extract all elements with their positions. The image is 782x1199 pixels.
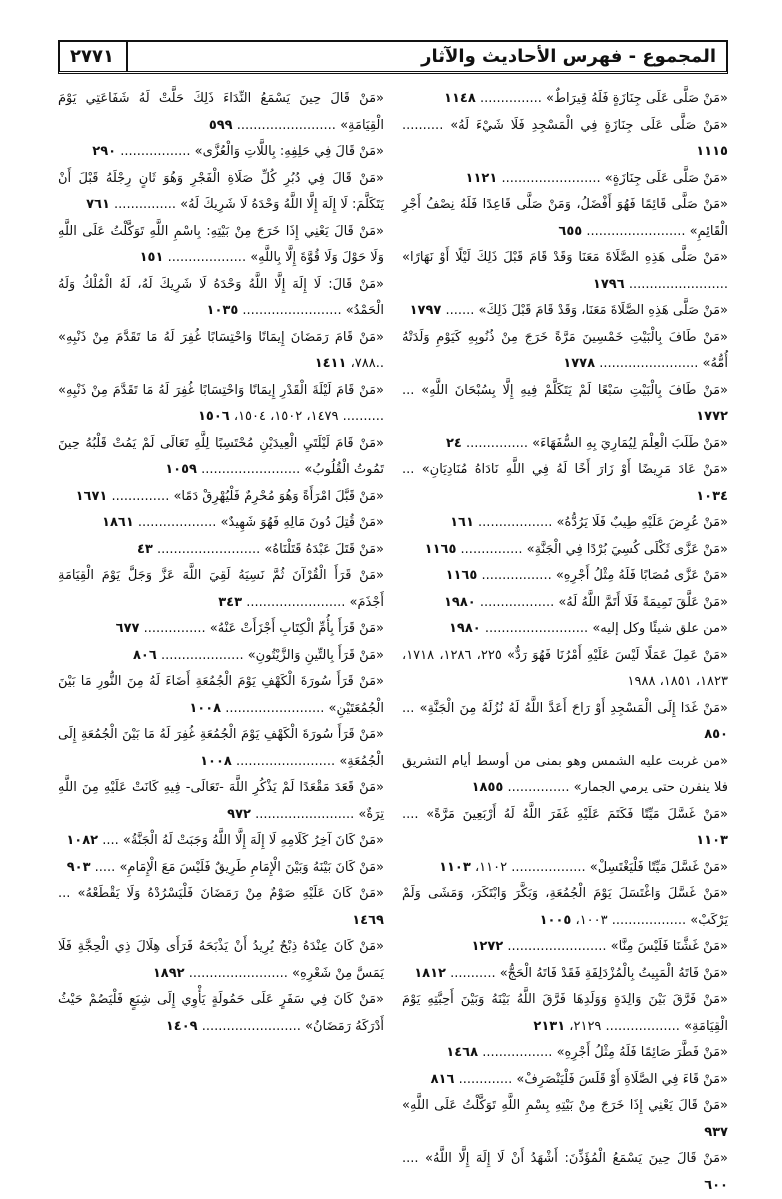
entry-text: «مَنْ عَادَ مَرِيضًا أَوْ زَارَ أَخًا لَهُ فِي اللَّهِ نَادَاهُ مُنَادِيَانِ» ... bbox=[402, 462, 728, 477]
index-entry bbox=[402, 245, 728, 298]
index-entry bbox=[402, 457, 728, 510]
index-entry bbox=[402, 431, 728, 458]
entry-page-ref: ١٧٧٨ bbox=[563, 356, 596, 371]
entry-text: «مَنْ طَلَبَ الْعِلْمَ لِيُمَارِيَ بِهِ السُّفَهَاءَ» ............... bbox=[466, 435, 728, 451]
entry-text: «مَنْ عُرِضَ عَلَيْهِ طِيبٌ فَلَا يَرُدُّهُ» .................. bbox=[478, 515, 728, 530]
entry-text: «مَنْ قَالَ يَعْنِي إِذَا خَرَجَ مِنْ بَيْتِهِ بِسْمِ اللَّهِ تَوَكَّلْتُ عَلَى اللَّهِ» bbox=[402, 1098, 728, 1113]
entry-page-ref: ١٨١٢ bbox=[414, 965, 446, 981]
entry-page-ref: ١٥٠٦ bbox=[197, 409, 230, 424]
entry-text: «مَنْ قَعَدَ مَقْعَدًا لَمْ يَذْكُرِ اللَّهَ -تَعَالَى- فِيهِ كَانَتْ عَلَيْهِ مِنَ اللَّهِ تِرَةٌ» ........................ bbox=[58, 780, 384, 822]
index-entry bbox=[58, 431, 384, 484]
index-entry bbox=[402, 934, 728, 961]
entry-page-ref: ٤٣ bbox=[136, 541, 153, 557]
entry-page-ref: ١١٢١ bbox=[465, 170, 498, 186]
index-entry bbox=[58, 934, 384, 987]
entry-page-ref: ١٢٧٢ bbox=[471, 939, 504, 954]
entry-page-ref: ١٠٠٨ bbox=[200, 753, 232, 769]
entry-text: «مَنْ طَافَ بِالْبَيْتِ سَبْعًا لَمْ يَتَكَلَّمْ فِيهِ إِلَّا بِسُبْحَانَ اللَّهِ» ... bbox=[402, 382, 728, 398]
entry-text: «مَنْ فَاتَهُ الْمَبِيتُ بِالْمُزْدَلِفَةِ فَقَدْ فَاتَهُ الْحَجُّ» ........... bbox=[450, 965, 728, 981]
entry-text: «من غربت عليه الشمس وهو بمنى من أوسط أيام التشريق فلا ينفرن حتى يرمي الجمار» ............... bbox=[402, 753, 728, 795]
index-column-right bbox=[402, 86, 728, 1193]
index-entry bbox=[402, 113, 728, 166]
entry-text: «مَنْ غَسَّلَ وَاغْتَسَلَ يَوْمَ الْجُمُعَةِ، وَبَكَّرَ وَابْتَكَرَ، وَمَشَى وَلَمْ يَرْكَبْ» .................. ١٠٠٣، bbox=[402, 886, 728, 928]
entry-page-ref: ١٧٩٦ bbox=[592, 276, 625, 292]
entry-text: «مَنْ قَبَّلَ امْرَأَةً وَهُوَ مُحْرِمٌ فَلْيُهْرِقْ دَمًا» .............. bbox=[111, 488, 384, 504]
entry-page-ref: ٣٤٣ bbox=[218, 594, 243, 610]
index-entry bbox=[58, 325, 384, 378]
entry-text: «مَنْ صَلَّى هَذِهِ الصَّلَاةَ مَعَنَا، وَقَدْ قَامَ قَبْلَ ذَلِكَ» ....... bbox=[445, 303, 728, 318]
entry-page-ref: ١٠٣٤ bbox=[696, 488, 728, 504]
entry-text: «مَنْ صَلَّى عَلَى جِنَازَةٍ فِي الْمَسْجِدِ فَلَا شَيْءَ لَهُ» .......... bbox=[402, 117, 728, 133]
entry-text: «مَنْ قَالَ حِينَ يَسْمَعُ الْمُؤَذِّنَ: أَشْهَدُ أَنْ لَا إِلَهَ إِلَّا اللَّهُ» .... bbox=[402, 1151, 728, 1166]
entry-page-ref: ١٦٧١ bbox=[75, 488, 108, 504]
entry-page-ref: ١١٠٣ bbox=[439, 859, 471, 875]
index-entry bbox=[402, 881, 728, 934]
entry-text: «مَنْ عَزَّى ثَكْلَى كُسِيَ بُرْدًا فِي الْجَنَّةِ» ............... bbox=[460, 541, 728, 557]
entry-page-ref: ١٩٨٠ bbox=[443, 594, 476, 610]
entry-text: «مَنْ قَالَ يَعْنِي إِذَا خَرَجَ مِنْ بَيْتِهِ: بِاسْمِ اللَّهِ تَوَكَّلْتُ عَلَى اللَّهِ وَلَا حَوْلَ وَلَا قُوَّةَ إِلَّا بِاللَّهِ» ................... bbox=[58, 223, 384, 265]
entry-text: «مَنْ صَلَّى عَلَى جِنَازَةٍ فَلَهُ قِيرَاطٌ» ............... bbox=[479, 91, 728, 106]
entry-text: «مَنْ قَاءَ فِي الصَّلَاةِ أَوْ قَلَسَ فَلْيَنْصَرِفْ» ............. bbox=[458, 1071, 728, 1087]
index-entry bbox=[58, 987, 384, 1040]
entry-page-ref: ١٩٨٠ bbox=[448, 621, 481, 636]
entry-page-ref: ١١٦٥ bbox=[424, 541, 457, 557]
entry-page-ref: ١٦١ bbox=[450, 515, 474, 530]
entry-page-ref: ١٥١ bbox=[139, 250, 164, 265]
index-entry bbox=[402, 987, 728, 1040]
index-entry bbox=[58, 219, 384, 272]
entry-text: «مَنْ فَرَّقَ بَيْنَ وَالِدَةٍ وَوَلَدِهَا فَرَّقَ اللَّهُ بَيْنَهُ وَبَيْنَ أَحِبَّتِهِ يَوْمَ الْقِيَامَةِ» .................. ٢١٢٩، bbox=[402, 992, 728, 1034]
entry-page-ref: ٦٥٥ bbox=[558, 223, 583, 239]
entry-page-ref: ١٠٠٥ bbox=[539, 912, 572, 928]
index-entry bbox=[58, 669, 384, 722]
index-entry bbox=[402, 537, 728, 564]
entry-text: «مَنْ كَانَ فِي سَفَرٍ عَلَى حَمُولَةٍ يَأْوِي إِلَى شِبَعٍ فَلْيَصُمْ حَيْثُ أَدْرَكَهُ رَمَضَانُ» ........................ bbox=[58, 992, 384, 1034]
entry-page-ref: ٧٦١ bbox=[86, 197, 110, 212]
index-entry bbox=[402, 192, 728, 245]
index-entry bbox=[402, 325, 728, 378]
index-entry bbox=[402, 298, 728, 325]
entry-page-ref: ١١٦٥ bbox=[445, 568, 478, 583]
index-entry bbox=[58, 537, 384, 564]
index-entry bbox=[402, 855, 728, 882]
index-entry bbox=[58, 855, 384, 882]
index-entry bbox=[58, 510, 384, 537]
entry-text: «مَنْ صَلَّى عَلَى جِنَازَةٍ» ........................ bbox=[501, 170, 728, 186]
entry-text: «مَنْ قَامَ لَيْلَتَيِ الْعِيدَيْنِ مُحْتَسِبًا لِلَّهِ تَعَالَى لَمْ يَمُتْ قَلْبُهُ حِينَ تَمُوتُ الْقُلُوبُ» ........................ bbox=[58, 435, 384, 477]
entry-page-ref: ١٠٨٢ bbox=[66, 833, 99, 848]
page-number: ٢٧٧١ bbox=[70, 42, 128, 71]
entry-text: «مَنْ قَرَأَ الْقُرْآنَ ثُمَّ نَسِيَهُ لَقِيَ اللَّهَ عَزَّ وَجَلَّ يَوْمَ الْقِيَامَةِ أَجْذَمَ» ........................ bbox=[58, 568, 384, 610]
index-columns bbox=[58, 86, 728, 1193]
index-entry bbox=[402, 749, 728, 802]
entry-page-ref: ١٨٥٥ bbox=[471, 780, 504, 795]
index-entry bbox=[58, 378, 384, 431]
entry-page-ref: ٩٧٢ bbox=[227, 806, 251, 822]
index-entry bbox=[402, 643, 728, 696]
index-entry bbox=[402, 378, 728, 431]
entry-text: «مَنْ كَانَ بَيْنَهُ وَبَيْنَ الْإِمَامِ طَرِيقٌ فَلَيْسَ مَعَ الْإِمَامِ» ..... bbox=[94, 859, 384, 875]
entry-page-ref: ١٤٠٩ bbox=[165, 1018, 198, 1034]
entry-text: «مَنْ غَسَّلَ مَيِّتًا فَلْيَغْتَسِلْ» .................. ١١٠٢، bbox=[474, 859, 728, 875]
entry-text: «مَنْ قَرَأَ بِالتِّينِ وَالزَّيْتُونِ» .................... bbox=[160, 647, 384, 663]
entry-page-ref: ١٠٥٩ bbox=[165, 462, 197, 477]
index-entry bbox=[58, 881, 384, 934]
index-entry bbox=[58, 139, 384, 166]
entry-text: «مَنْ صَلَّى قَائِمًا فَهُوَ أَفْضَلُ، وَمَنْ صَلَّى قَاعِدًا فَلَهُ نِصْفُ أَجْرِ الْقَائِمِ» ........................ bbox=[402, 197, 728, 239]
index-column-left bbox=[58, 86, 384, 1078]
index-entry bbox=[402, 510, 728, 537]
entry-text: «مَنْ غَشَّنَا فَلَيْسَ مِنَّا» ........................ bbox=[507, 939, 728, 954]
entry-page-ref: ١٤٦٩ bbox=[352, 912, 384, 928]
entry-text: «مَنْ قَالَ فِي دُبُرِ كُلِّ صَلَاةِ الْفَجْرِ وَهُوَ ثَانٍ رِجْلَهُ قَبْلَ أَنْ يَتَكَلَّمَ: لَا إِلَهَ إِلَّا اللَّهُ وَحْدَهُ لَا شَرِيكَ لَهُ» ............... bbox=[58, 170, 384, 212]
index-entry bbox=[58, 563, 384, 616]
entry-page-ref: ١٨٦١ bbox=[102, 515, 134, 530]
index-entry bbox=[58, 828, 384, 855]
entry-text: «مَنْ كَانَ عِنْدَهُ ذِبْحٌ يُرِيدُ أَنْ يَذْبَحَهُ فَرَأَى هِلَالَ ذِي الْحِجَّةِ فَلَا يَمَسَّ مِنْ شَعْرِهِ» ........................ bbox=[58, 939, 384, 981]
entry-text: «مَنْ غَدَا إِلَى الْمَسْجِدِ أَوْ رَاحَ أَعَدَّ اللَّهُ لَهُ نُزُلَهُ مِنَ الْجَنَّةِ» ... bbox=[402, 700, 728, 716]
index-entry bbox=[402, 961, 728, 988]
index-entry bbox=[402, 166, 728, 193]
entry-text: «مَنْ قَامَ رَمَضَانَ إِيمَانًا وَاحْتِسَابًا غُفِرَ لَهُ مَا تَقَدَّمَ مِنْ ذَنْبِهِ» ..٧٨٨، bbox=[58, 329, 384, 371]
entry-page-ref: ٥٩٩ bbox=[208, 117, 233, 133]
index-entry bbox=[402, 696, 728, 749]
entry-text: «مَنْ فَطَّرَ صَائِمًا فَلَهُ مِثْلُ أَجْرِهِ» ................. bbox=[482, 1045, 728, 1060]
index-entry bbox=[58, 722, 384, 775]
entry-page-ref: ١٤١١ bbox=[314, 356, 347, 371]
entry-text: «مَنْ قَتَلَ عَبْدَهُ قَتَلْنَاهُ» ......................... bbox=[156, 541, 384, 557]
entry-page-ref: ٨١٦ bbox=[430, 1071, 455, 1087]
entry-text: «مَنْ قَرَأَ بِأُمِّ الْكِتَابِ أَجْزَأَتْ عَنْهُ» ............... bbox=[143, 621, 384, 636]
index-entry bbox=[402, 616, 728, 643]
entry-text: «مَنْ عَزَّى مُصَابًا فَلَهُ مِثْلُ أَجْرِهِ» ................. bbox=[481, 568, 728, 583]
entry-text: «مَنْ كَانَ عَلَيْهِ صَوْمٌ مِنْ رَمَضَانَ فَلْيَسْرُدْهُ وَلَا يَقْطَعْهُ» ... bbox=[58, 886, 384, 901]
entry-text: «مَنْ قَرَأَ سُورَةَ الْكَهْفِ يَوْمَ الْجُمُعَةِ أَضَاءَ لَهُ مِنَ النُّورِ مَا بَيْنَ الْجُمُعَتَيْنِ» ........................ bbox=[58, 674, 384, 716]
entry-text: «مَنْ غَسَّلَ مَيِّتًا فَكَتَمَ عَلَيْهِ غَفَرَ اللَّهُ لَهُ أَرْبَعِينَ مَرَّةً» .... bbox=[402, 806, 728, 822]
entry-page-ref: ٦٧٧ bbox=[115, 621, 140, 636]
entry-text: «من علق شيئًا وكل إليه» ......................... bbox=[484, 621, 728, 636]
index-entry bbox=[402, 802, 728, 855]
entry-text: «مَنْ قَرَأَ سُورَةَ الْكَهْفِ يَوْمَ الْجُمُعَةِ غُفِرَ لَهُ مَا بَيْنَ الْجُمُعَةِ إِلَى الْجُمُعَةِ» ........................ bbox=[58, 727, 384, 769]
entry-text: «مَنْ قَامَ لَيْلَةَ الْقَدْرِ إِيمَانًا وَاحْتِسَابًا غُفِرَ لَهُ مَا تَقَدَّمَ مِنْ ذَنْبِهِ» .......... ١٤٧٩، ١٥٠٢، ١٥٠٤، bbox=[58, 382, 384, 424]
entry-text: «مَنْ طَافَ بِالْبَيْتِ خَمْسِينَ مَرَّةً خَرَجَ مِنْ ذُنُوبِهِ كَيَوْمِ وَلَدَتْهُ أُمُّهُ» ........................ bbox=[402, 329, 728, 371]
index-entry bbox=[58, 272, 384, 325]
entry-text: «مَنْ قُتِلَ دُونَ مَالِهِ فَهُوَ شَهِيدٌ» ................... bbox=[137, 515, 384, 530]
index-entry bbox=[58, 775, 384, 828]
entry-page-ref: ١١٤٨ bbox=[444, 91, 476, 106]
entry-page-ref: ١١١٥ bbox=[696, 144, 728, 159]
index-entry bbox=[402, 86, 728, 113]
entry-page-ref: ٢٩٠ bbox=[92, 144, 117, 159]
index-entry bbox=[58, 166, 384, 219]
index-entry bbox=[402, 1093, 728, 1146]
entry-text: «مَنْ صَلَّى هَذِهِ الصَّلَاةَ مَعَنَا وَقَدْ قَامَ قَبْلَ ذَلِكَ لَيْلًا أَوْ نَهَارًا» ........................ bbox=[402, 250, 728, 292]
entry-text: «مَنْ قَالَ: لَا إِلَهَ إِلَّا اللَّهُ وَحْدَهُ لَا شَرِيكَ لَهُ، لَهُ الْمُلْكُ وَلَهُ الْحَمْدُ» ........................ bbox=[58, 276, 384, 318]
entry-page-ref: ٢١٣١ bbox=[533, 1018, 566, 1034]
index-entry bbox=[58, 484, 384, 511]
entry-text: «مَنْ كَانَ آخِرُ كَلَامِهِ لَا إِلَهَ إِلَّا اللَّهُ وَجَبَتْ لَهُ الْجَنَّةُ» .... bbox=[102, 833, 384, 848]
entry-text: «مَنْ عَلَّقَ تَمِيمَةً فَلَا أَتَمَّ اللَّهُ لَهُ» .................. bbox=[479, 594, 728, 610]
entry-page-ref: ١٠٠٨ bbox=[189, 700, 222, 716]
entry-page-ref: ١٠٣٥ bbox=[206, 303, 239, 318]
index-entry bbox=[402, 1067, 728, 1094]
entry-text: «مَنْ قَالَ فِي حَلِفِهِ: بِاللَّاتِ وَالْعُزَّى» ................. bbox=[120, 144, 384, 159]
index-entry bbox=[402, 1040, 728, 1067]
index-entry bbox=[402, 1146, 728, 1199]
entry-page-ref: ١٧٧٢ bbox=[696, 409, 728, 424]
index-entry bbox=[402, 590, 728, 617]
entry-page-ref: ٨٠٦ bbox=[132, 647, 157, 663]
index-entry bbox=[58, 643, 384, 670]
entry-page-ref: ١٨٩٢ bbox=[152, 965, 185, 981]
index-entry bbox=[402, 563, 728, 590]
header-title: المجموع - فهرس الأحاديث والآثار bbox=[421, 46, 716, 67]
entry-page-ref: ٨٥٠ bbox=[704, 727, 728, 742]
index-entry bbox=[58, 616, 384, 643]
entry-page-ref: ٩٠٣ bbox=[66, 859, 91, 875]
entry-text: «مَنْ عَمِلَ عَمَلًا لَيْسَ عَلَيْهِ أَمْرُنَا فَهُوَ رَدٌّ» ٢٢٥، ١٢٨٦، ١٧١٨، ١٨٢٣، ١٨٥١، ١٩٨٨ bbox=[402, 647, 728, 689]
entry-page-ref: ١٤٦٨ bbox=[446, 1045, 479, 1060]
page-header bbox=[58, 40, 728, 74]
entry-page-ref: ٢٤ bbox=[446, 435, 462, 451]
entry-page-ref: ١١٠٣ bbox=[696, 833, 728, 848]
entry-text: «مَنْ قَالَ حِينَ يَسْمَعُ النِّدَاءَ ذَلِكَ حَلَّتْ لَهُ شَفَاعَتِي يَوْمَ الْقِيَامَةِ» ........................ bbox=[58, 91, 384, 133]
entry-page-ref: ٩٣٧ bbox=[704, 1124, 728, 1140]
entry-page-ref: ١٧٩٧ bbox=[409, 303, 442, 318]
index-entry bbox=[58, 86, 384, 139]
entry-page-ref: ٦٠٠ bbox=[704, 1177, 728, 1193]
